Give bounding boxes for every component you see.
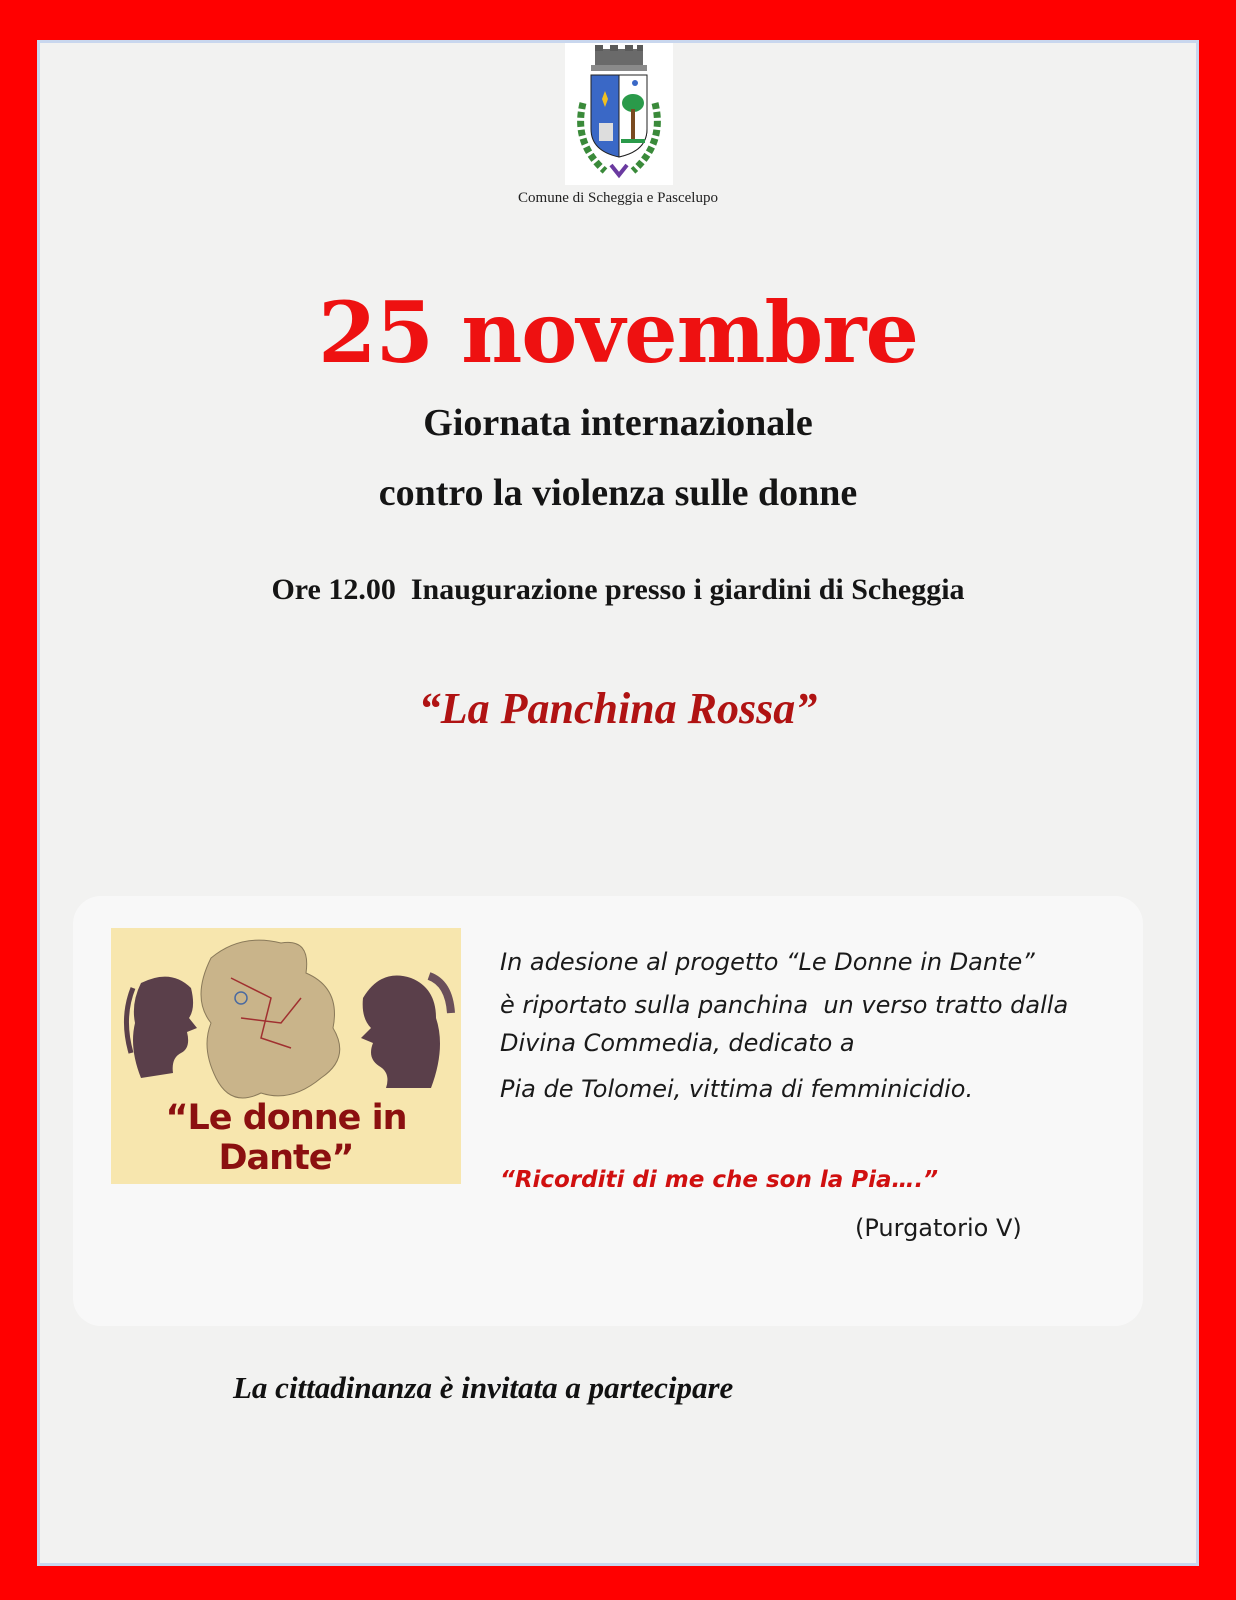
event-time-location: Ore 12.00 Inaugurazione presso i giardini di Scheggia (271, 573, 965, 606)
municipality-name: Comune di Scheggia e Pascelupo (518, 190, 718, 206)
project-text-line3: Divina Commedia, dedicato a (500, 1029, 855, 1057)
project-text-line2: è riportato sulla panchina un verso tratto dalla (500, 991, 1069, 1019)
project-text-line1: In adesione al progetto “Le Donne in Dante” (500, 948, 1035, 976)
event-subtitle-line2: contro la violenza sulle donne (378, 472, 858, 514)
municipal-crest-icon (565, 43, 673, 185)
bench-title: “La Panchina Rossa” (418, 684, 818, 733)
project-text-line4: Pia de Tolomei, vittima di femminicidio. (500, 1075, 974, 1103)
donne-in-dante-logo (111, 928, 461, 1184)
poster-sheet (37, 40, 1199, 1566)
quote-source: (Purgatorio V) (855, 1214, 1022, 1242)
dante-quote: “Ricorditi di me che son la Pia….” (500, 1167, 939, 1193)
project-card (73, 896, 1143, 1326)
invitation-text: La cittadinanza è invitata a partecipare (233, 1370, 734, 1405)
logo-caption: “Le donne in Dante” (165, 1098, 407, 1178)
event-subtitle-line1: Giornata internazionale (423, 402, 813, 444)
event-date: 25 novembre (318, 283, 918, 382)
